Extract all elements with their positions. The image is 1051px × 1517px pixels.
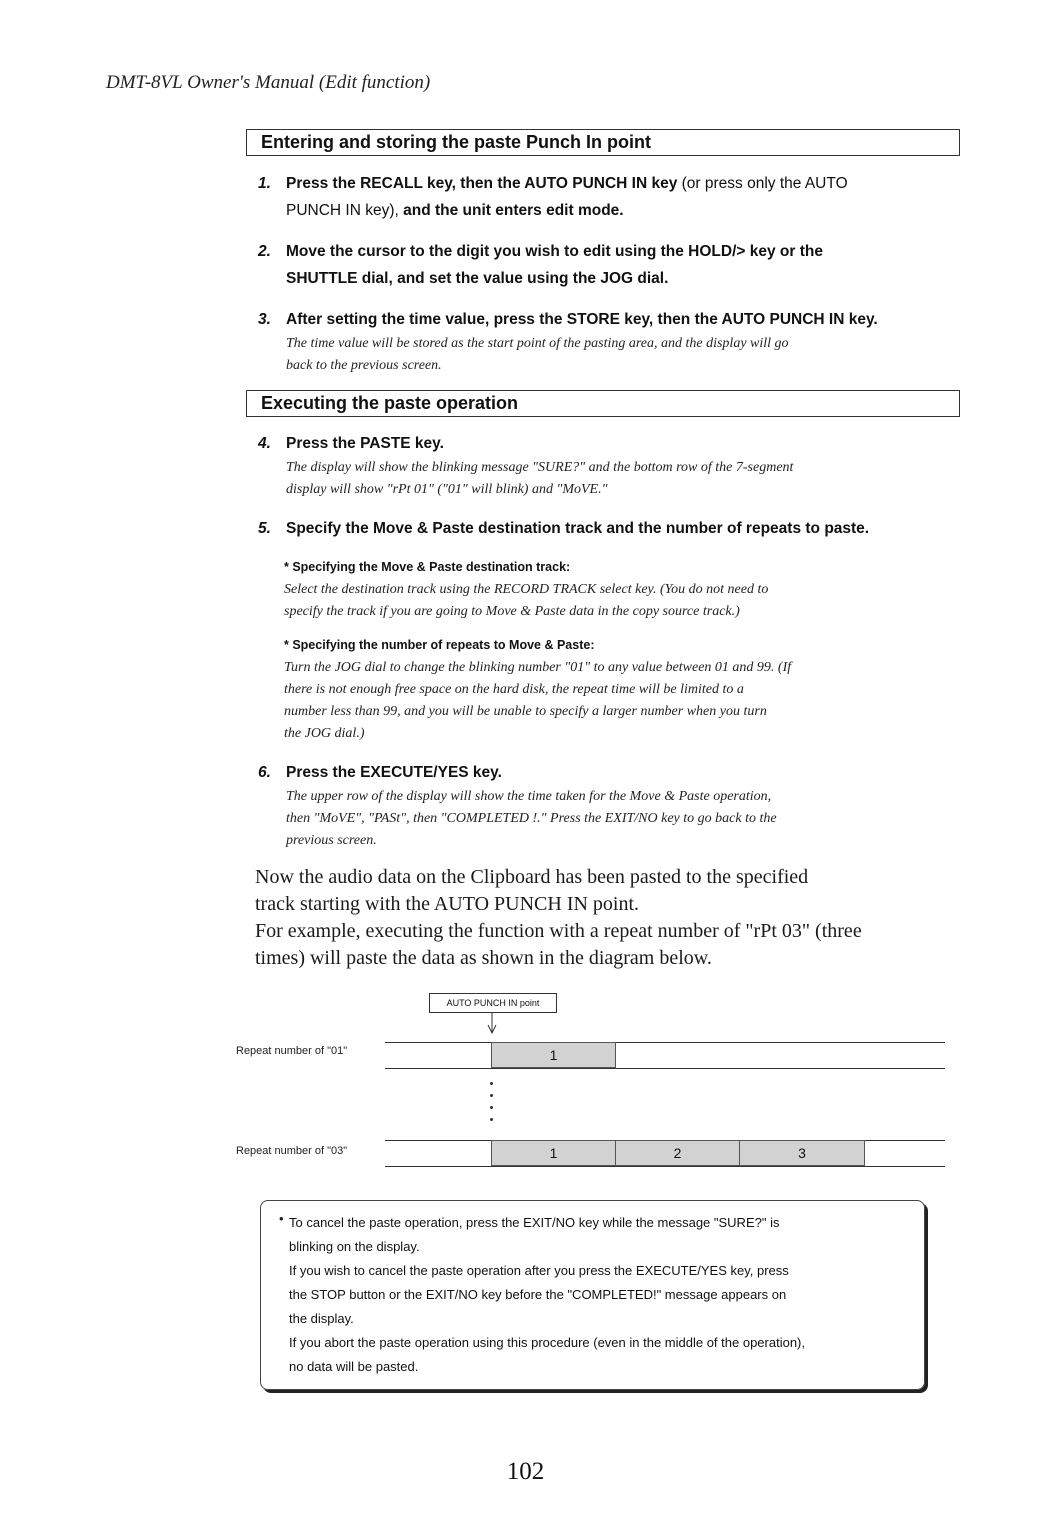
- step-number: 3.: [258, 311, 271, 328]
- note-line: If you abort the paste operation using this procedure (even in the middle of the operation),: [289, 1335, 805, 1350]
- step-line: [258, 238, 963, 265]
- note-line: If you wish to cancel the paste operation after you press the EXECUTE/YES key, press: [289, 1263, 789, 1278]
- note-line: To cancel the paste operation, press the EXIT/NO key while the message "SURE?" is: [289, 1215, 780, 1230]
- continuation-dot: [490, 1106, 493, 1109]
- step-note-line: display will show "rPt 01" ("01" will blink) and "MoVE.": [286, 482, 608, 497]
- step-line: [258, 265, 963, 292]
- step-text: Press the EXECUTE/YES key.: [286, 764, 502, 781]
- step-number: 2.: [258, 243, 271, 260]
- sub-note-repeats: [284, 657, 964, 745]
- sub-note-destination-track: [284, 579, 964, 623]
- step-text: Specify the Move & Paste destination track and the number of repeats to paste.: [286, 520, 870, 537]
- auto-punch-in-callout: AUTO PUNCH IN point: [429, 993, 557, 1013]
- step-text: Move the cursor to the digit you wish to edit using the HOLD/> key or the: [286, 243, 823, 260]
- sub-note-line: the JOG dial.): [284, 726, 365, 741]
- step-number: 1.: [258, 175, 271, 192]
- step-note: [258, 786, 963, 852]
- page-number: 102: [506, 1458, 545, 1485]
- row2-track-line-bottom: [385, 1166, 945, 1167]
- step-3: [258, 306, 963, 377]
- body-line: times) will paste the data as shown in the diagram below.: [255, 947, 712, 969]
- step-1: [258, 170, 963, 224]
- step-note: [258, 457, 963, 501]
- row1-track-line-bottom: [385, 1068, 945, 1069]
- step-text-normal: (or press only the AUTO: [677, 175, 848, 192]
- sub-note-line: number less than 99, and you will be unable to specify a larger number when you turn: [284, 704, 767, 719]
- step-text: After setting the time value, press the STORE key, then the AUTO PUNCH IN key.: [286, 311, 878, 328]
- bullet-icon: •: [279, 1211, 284, 1226]
- step-text-normal: PUNCH IN key),: [286, 202, 404, 219]
- note-text: [275, 1211, 910, 1379]
- section-heading-punch-in: Entering and storing the paste Punch In point: [246, 129, 960, 156]
- step-line: [258, 759, 963, 786]
- step-2: [258, 238, 963, 292]
- step-line: [258, 170, 963, 197]
- note-line: blinking on the display.: [289, 1239, 420, 1254]
- step-note-line: The time value will be stored as the start point of the pasting area, and the display will go: [286, 336, 789, 351]
- step-note: [258, 333, 963, 377]
- body-paragraph-example: [255, 918, 967, 972]
- step-line: [258, 306, 963, 333]
- step-text-bold: and the unit enters edit mode.: [403, 202, 624, 219]
- row1-label: Repeat number of "01": [236, 1045, 348, 1057]
- paste-block-1: 1: [491, 1140, 616, 1166]
- body-line: track starting with the AUTO PUNCH IN point.: [255, 893, 640, 915]
- step-note-line: then "MoVE", "PASt", then "COMPLETED !." Press the EXIT/NO key to go back to the: [286, 811, 777, 826]
- note-line: the STOP button or the EXIT/NO key before the "COMPLETED!" message appears on: [289, 1287, 787, 1302]
- step-5: [258, 515, 963, 542]
- step-note-line: The display will show the blinking message "SURE?" and the bottom row of the 7-segment: [286, 460, 794, 475]
- body-paragraph-result: [255, 864, 967, 918]
- step-text: [286, 170, 848, 197]
- callout-pointer-icon: [485, 1013, 499, 1035]
- paste-block-3: 3: [739, 1140, 865, 1166]
- step-note-line: previous screen.: [286, 833, 377, 848]
- sub-note-line: Select the destination track using the RECORD TRACK select key. (You do not need to: [284, 582, 769, 597]
- sub-heading-repeats: * Specifying the number of repeats to Move & Paste:: [284, 638, 595, 652]
- step-number: 5.: [258, 520, 271, 537]
- step-line: [258, 197, 963, 224]
- step-number: 6.: [258, 764, 271, 781]
- sub-note-line: specify the track if you are going to Move & Paste data in the copy source track.): [284, 604, 740, 619]
- continuation-dot: [490, 1118, 493, 1121]
- step-4: [258, 430, 963, 501]
- note-line: the display.: [289, 1311, 354, 1326]
- step-line: [258, 430, 963, 457]
- step-number: 4.: [258, 435, 271, 452]
- step-text: Press the PASTE key.: [286, 435, 444, 452]
- step-note-line: back to the previous screen.: [286, 358, 442, 373]
- step-text: SHUTTLE dial, and set the value using the JOG dial.: [286, 270, 669, 287]
- row2-label: Repeat number of "03": [236, 1145, 348, 1157]
- running-header: DMT-8VL Owner's Manual (Edit function): [106, 72, 431, 93]
- step-text: [286, 197, 624, 224]
- step-note-line: The upper row of the display will show the time taken for the Move & Paste operation,: [286, 789, 772, 804]
- paste-block-1: 1: [491, 1042, 616, 1068]
- sub-note-line: there is not enough free space on the hard disk, the repeat time will be limited to a: [284, 682, 744, 697]
- sub-heading-destination-track: * Specifying the Move & Paste destination track:: [284, 560, 571, 574]
- step-line: [258, 515, 963, 542]
- sub-note-line: Turn the JOG dial to change the blinking number "01" to any value between 01 and 99. (If: [284, 660, 792, 675]
- row1-track-line-top: [385, 1042, 945, 1043]
- note-line: no data will be pasted.: [289, 1359, 419, 1374]
- paste-block-2: 2: [615, 1140, 740, 1166]
- body-line: Now the audio data on the Clipboard has been pasted to the specified: [255, 866, 809, 888]
- continuation-dot: [490, 1082, 493, 1085]
- step-text-bold: Press the RECALL key, then the AUTO PUNCH IN key: [286, 175, 678, 192]
- body-line: For example, executing the function with a repeat number of "rPt 03" (three: [255, 920, 862, 942]
- continuation-dot: [490, 1094, 493, 1097]
- section-heading-paste-operation: Executing the paste operation: [246, 390, 960, 417]
- cancel-note-box: [260, 1200, 925, 1390]
- repeat-diagram: [230, 990, 950, 1175]
- step-6: [258, 759, 963, 852]
